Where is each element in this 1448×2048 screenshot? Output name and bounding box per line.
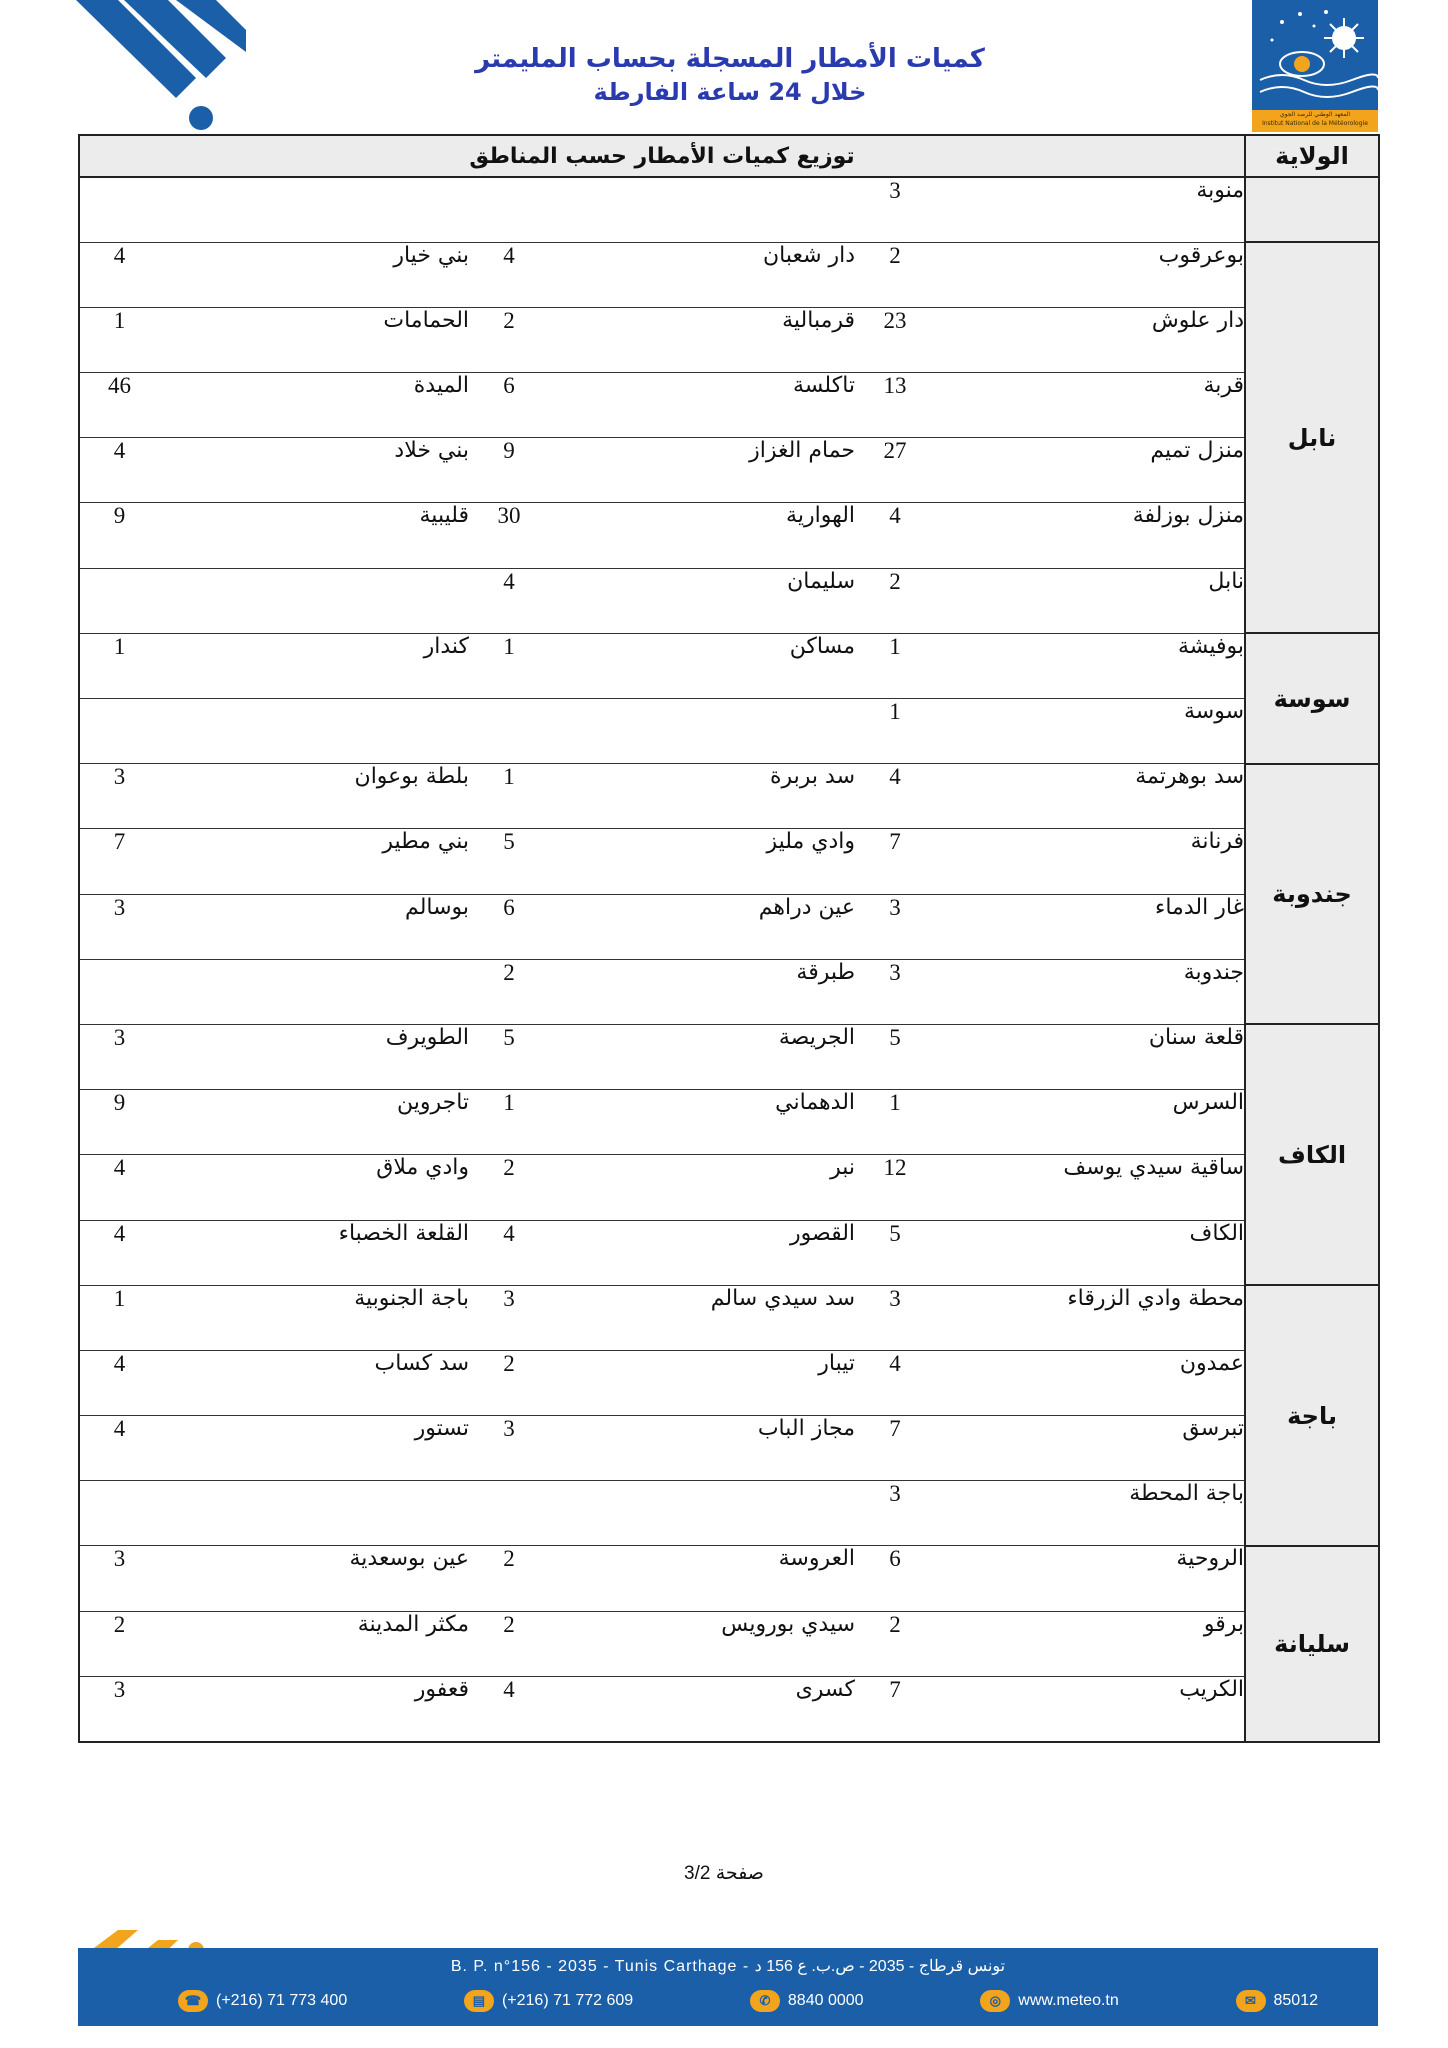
station-name: الروحية	[935, 1546, 1245, 1611]
rainfall-value: 1	[855, 1090, 935, 1155]
rainfall-value: 4	[469, 1676, 549, 1741]
station-name: عمدون	[935, 1350, 1245, 1415]
rainfall-value: 1	[855, 633, 935, 698]
station-name: باجة المحطة	[935, 1481, 1245, 1546]
station-name: سد كساب	[159, 1350, 469, 1415]
rainfall-value: 4	[855, 503, 935, 568]
station-name: منزل تميم	[935, 438, 1245, 503]
rainfall-value: 6	[469, 894, 549, 959]
rainfall-value: 4	[79, 438, 159, 503]
station-name: مساكن	[549, 633, 855, 698]
rainfall-value: 9	[469, 438, 549, 503]
institute-caption	[1252, 110, 1378, 132]
footer-address: B. P. n°156 - 2035 - Tunis Carthage - تونس قرطاج - 2035 - ص.ب. ع 156 د	[450, 1958, 1006, 1975]
rainfall-value: 5	[855, 1024, 935, 1089]
rainfall-value: 2	[469, 1350, 549, 1415]
region-cell: الكاف	[1245, 1024, 1379, 1285]
table-row	[79, 307, 1379, 372]
region-cell: سليانة	[1245, 1546, 1379, 1742]
station-name: عين دراهم	[549, 894, 855, 959]
rainfall-value: 3	[855, 959, 935, 1024]
station-name: مجاز الباب	[549, 1416, 855, 1481]
rainfall-value: 4	[79, 242, 159, 307]
station-name: السرس	[935, 1090, 1245, 1155]
rainfall-value	[469, 177, 549, 242]
region-cell: نابل	[1245, 242, 1379, 633]
rainfall-value: 7	[855, 1416, 935, 1481]
rainfall-value	[79, 568, 159, 633]
rainfall-value: 3	[855, 177, 935, 242]
rainfall-value: 9	[79, 503, 159, 568]
station-name: الدهماني	[549, 1090, 855, 1155]
footer-website[interactable]	[980, 1990, 1118, 2012]
header-distribution: توزيع كميات الأمطار حسب المناطق	[79, 135, 1245, 177]
station-name: تبرسق	[935, 1416, 1245, 1481]
station-name: قليبية	[159, 503, 469, 568]
station-name: بوفيشة	[935, 633, 1245, 698]
station-name: قعفور	[159, 1676, 469, 1741]
rainfall-value: 1	[79, 633, 159, 698]
rainfall-value: 4	[79, 1416, 159, 1481]
table-row	[79, 1416, 1379, 1481]
rainfall-value: 27	[855, 438, 935, 503]
stripes-logo-icon	[76, 0, 246, 135]
rainfall-value: 6	[469, 373, 549, 438]
station-name: سليمان	[549, 568, 855, 633]
rainfall-value: 3	[79, 1546, 159, 1611]
station-name: تاجروين	[159, 1090, 469, 1155]
rainfall-value: 1	[469, 1090, 549, 1155]
rainfall-value: 1	[79, 1285, 159, 1350]
globe-icon: ◎	[980, 1990, 1010, 2012]
footer-hotline	[750, 1990, 864, 2012]
station-name: تستور	[159, 1416, 469, 1481]
table-row	[79, 1090, 1379, 1155]
rainfall-value: 3	[79, 1024, 159, 1089]
station-name: الحمامات	[159, 307, 469, 372]
institute-caption-fr: Institut National de la Météorologie	[1262, 120, 1368, 127]
rainfall-value: 2	[469, 1611, 549, 1676]
table-row	[79, 1676, 1379, 1741]
title-line-1: كميات الأمطار المسجلة بحساب المليمتر	[475, 44, 985, 74]
station-name: فرنانة	[935, 829, 1245, 894]
station-name: الجريصة	[549, 1024, 855, 1089]
table-row	[79, 829, 1379, 894]
region-cell: سوسة	[1245, 633, 1379, 763]
rainfall-value	[79, 959, 159, 1024]
table-row	[79, 633, 1379, 698]
station-name: سوسة	[935, 699, 1245, 764]
station-name: منوبة	[935, 177, 1245, 242]
station-name: بني خلاد	[159, 438, 469, 503]
rainfall-value: 3	[855, 894, 935, 959]
station-name: بوعرقوب	[935, 242, 1245, 307]
footer-sms	[1236, 1990, 1319, 2012]
station-name: كسرى	[549, 1676, 855, 1741]
station-name: القلعة الخصباء	[159, 1220, 469, 1285]
page-number: صفحة 3/2	[684, 1863, 764, 1884]
rainfall-value: 23	[855, 307, 935, 372]
station-name: دار شعبان	[549, 242, 855, 307]
rainfall-value: 3	[855, 1285, 935, 1350]
footer-fax-text: (+216) 71 772 609	[501, 1992, 634, 2009]
rainfall-value: 2	[855, 568, 935, 633]
rainfall-value	[79, 1481, 159, 1546]
footer-sms-text: 85012	[1273, 1992, 1318, 2009]
station-name	[549, 699, 855, 764]
rainfall-value: 2	[855, 242, 935, 307]
station-name: نابل	[935, 568, 1245, 633]
rainfall-value	[79, 177, 159, 242]
station-name: بلطة بوعوان	[159, 764, 469, 829]
rainfall-value: 3	[855, 1481, 935, 1546]
table-row	[79, 894, 1379, 959]
station-name: محطة وادي الزرقاء	[935, 1285, 1245, 1350]
station-name	[159, 177, 469, 242]
table-row	[79, 1024, 1379, 1089]
station-name: تيبار	[549, 1350, 855, 1415]
footer-phone-text: (+216) 71 773 400	[216, 1992, 348, 2009]
station-name: جندوبة	[935, 959, 1245, 1024]
region-cell: باجة	[1245, 1285, 1379, 1546]
station-name: الكاف	[935, 1220, 1245, 1285]
rainfall-value: 3	[79, 894, 159, 959]
rainfall-value: 6	[855, 1546, 935, 1611]
table-row	[79, 764, 1379, 829]
table-row	[79, 568, 1379, 633]
rainfall-value: 9	[79, 1090, 159, 1155]
station-name: الكريب	[935, 1676, 1245, 1741]
rainfall-value: 5	[469, 1024, 549, 1089]
station-name: كندار	[159, 633, 469, 698]
table-row	[79, 503, 1379, 568]
rainfall-value: 2	[469, 1155, 549, 1220]
rainfall-value: 4	[469, 568, 549, 633]
rainfall-value: 3	[469, 1416, 549, 1481]
station-name: العروسة	[549, 1546, 855, 1611]
station-name	[549, 1481, 855, 1546]
table-row	[79, 1220, 1379, 1285]
station-name: سد بوهرتمة	[935, 764, 1245, 829]
fax-icon: ▤	[464, 1990, 494, 2012]
rainfall-value: 3	[469, 1285, 549, 1350]
table-row	[79, 1350, 1379, 1415]
station-name: بني مطير	[159, 829, 469, 894]
table-row	[79, 438, 1379, 503]
station-name: وادي ملاق	[159, 1155, 469, 1220]
phone-icon: ☎	[178, 1990, 208, 2012]
station-name: سيدي بورويس	[549, 1611, 855, 1676]
rainfall-value: 30	[469, 503, 549, 568]
station-name: ساقية سيدي يوسف	[935, 1155, 1245, 1220]
footer-contacts	[178, 1990, 1318, 2012]
rainfall-table	[78, 134, 1380, 1743]
station-name: الطويرف	[159, 1024, 469, 1089]
station-name: عين بوسعدية	[159, 1546, 469, 1611]
header-region: الولاية	[1245, 135, 1379, 177]
station-name: باجة الجنوبية	[159, 1285, 469, 1350]
sms-icon: ✉	[1236, 1990, 1266, 2012]
table-row	[79, 242, 1379, 307]
footer-hotline-text: 8840 0000	[787, 1992, 864, 2009]
rainfall-value: 2	[469, 1546, 549, 1611]
table-header-row	[79, 135, 1379, 177]
rainfall-value: 4	[855, 1350, 935, 1415]
station-name: حمام الغزاز	[549, 438, 855, 503]
rainfall-value: 4	[79, 1350, 159, 1415]
rainfall-value: 1	[855, 699, 935, 764]
table-row	[79, 177, 1379, 242]
rainfall-value: 4	[469, 242, 549, 307]
hotline-icon: ✆	[750, 1990, 780, 2012]
title-line-2: خلال 24 ساعة الفارطة	[593, 78, 867, 106]
station-name: سد سيدي سالم	[549, 1285, 855, 1350]
rainfall-value: 46	[79, 373, 159, 438]
rainfall-value: 4	[855, 764, 935, 829]
station-name: الميدة	[159, 373, 469, 438]
table-row	[79, 1611, 1379, 1676]
page-title	[300, 42, 1160, 108]
rainfall-value: 2	[79, 1611, 159, 1676]
footer-phone	[178, 1990, 347, 2012]
rainfall-value: 3	[79, 764, 159, 829]
table-row	[79, 959, 1379, 1024]
station-name: سد بربرة	[549, 764, 855, 829]
table-row	[79, 1546, 1379, 1611]
rainfall-value: 13	[855, 373, 935, 438]
rainfall-value: 7	[855, 829, 935, 894]
region-cell	[1245, 177, 1379, 242]
station-name: دار علوش	[935, 307, 1245, 372]
station-name: وادي مليز	[549, 829, 855, 894]
footer-website-text[interactable]: www.meteo.tn	[1018, 1992, 1119, 2009]
rainfall-value: 1	[469, 764, 549, 829]
station-name: طبرقة	[549, 959, 855, 1024]
rainfall-value: 4	[79, 1220, 159, 1285]
rainfall-value: 1	[79, 307, 159, 372]
rainfall-value: 3	[79, 1676, 159, 1741]
rainfall-value: 2	[469, 307, 549, 372]
station-name	[159, 959, 469, 1024]
rainfall-value	[469, 699, 549, 764]
station-name: برقو	[935, 1611, 1245, 1676]
rainfall-value	[469, 1481, 549, 1546]
rainfall-value: 2	[855, 1611, 935, 1676]
station-name: غار الدماء	[935, 894, 1245, 959]
region-cell: جندوبة	[1245, 764, 1379, 1025]
station-name: قلعة سنان	[935, 1024, 1245, 1089]
station-name	[159, 699, 469, 764]
footer-bar	[78, 1948, 1378, 2026]
table-row	[79, 1155, 1379, 1220]
rainfall-value: 4	[469, 1220, 549, 1285]
rainfall-value	[79, 699, 159, 764]
rainfall-value: 5	[855, 1220, 935, 1285]
station-name: قربة	[935, 373, 1245, 438]
station-name: بني خيار	[159, 242, 469, 307]
station-name: بوسالم	[159, 894, 469, 959]
station-name: منزل بوزلفة	[935, 503, 1245, 568]
table-row	[79, 1285, 1379, 1350]
station-name	[159, 1481, 469, 1546]
table-row	[79, 699, 1379, 764]
footer-fax	[464, 1990, 633, 2012]
institute-caption-ar: المعهد الوطني للرصد الجوي	[1279, 111, 1351, 118]
table-row	[79, 373, 1379, 438]
rainfall-value: 4	[79, 1155, 159, 1220]
rainfall-value: 12	[855, 1155, 935, 1220]
station-name: الهوارية	[549, 503, 855, 568]
rainfall-value: 5	[469, 829, 549, 894]
rainfall-value: 7	[79, 829, 159, 894]
station-name	[549, 177, 855, 242]
station-name: قرمبالية	[549, 307, 855, 372]
table-row	[79, 1481, 1379, 1546]
rainfall-value: 1	[469, 633, 549, 698]
station-name: تاكلسة	[549, 373, 855, 438]
station-name	[159, 568, 469, 633]
rainfall-value: 2	[469, 959, 549, 1024]
station-name: القصور	[549, 1220, 855, 1285]
rainfall-value: 7	[855, 1676, 935, 1741]
station-name: نبر	[549, 1155, 855, 1220]
station-name: مكثر المدينة	[159, 1611, 469, 1676]
institute-logo-icon	[1252, 0, 1378, 132]
